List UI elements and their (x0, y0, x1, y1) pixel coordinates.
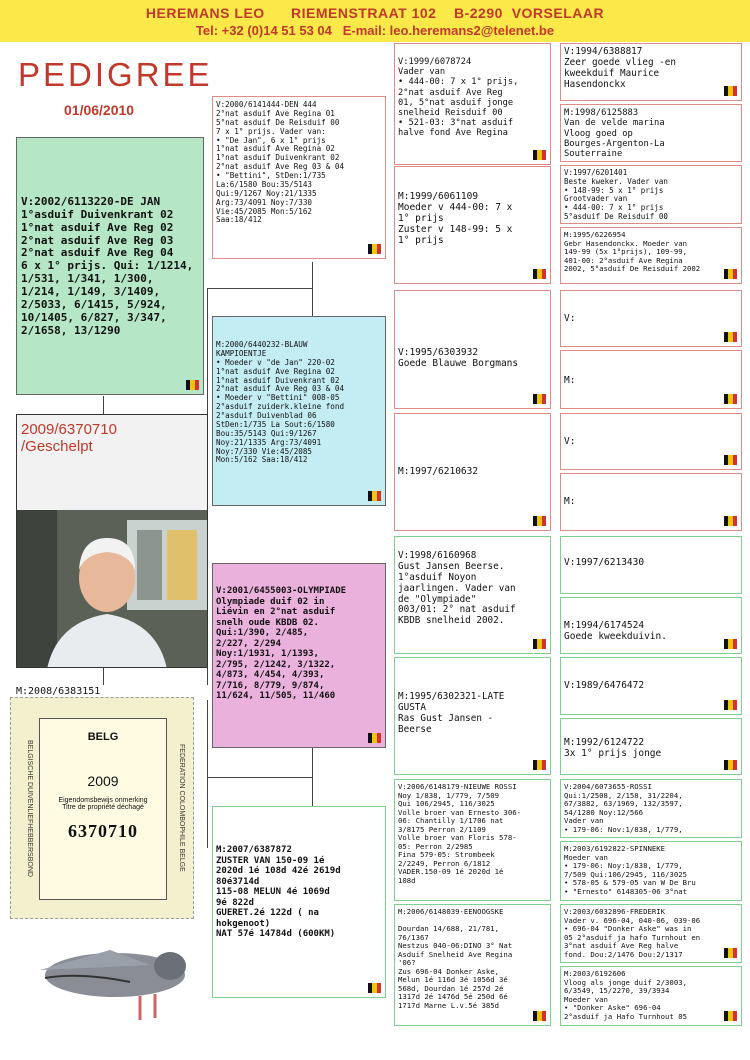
g4-card-16[interactable] (560, 966, 742, 1026)
g4-card-15[interactable] (560, 904, 742, 963)
belgian-flag-icon (533, 516, 546, 526)
grandsire-paternal-text: V:2000/6141444-DEN 444 2°nat asduif Ave Regina 01 5°nat asduif De Reisduif 00 7 x 1° prijs. Vader van: • "De Jan", 6 x 1° prijs 1°nat asduif Ave Regina 02 1°nat asduif Duivenkrant 02 2°nat asduif Ave Reg 03 & 04 • "Bettini", StDen:1/735 La:6/1580 Bou:35/5143 Qui:9/1267 Noy:21/1335 Arg:73/4091 Noy:7/330 Vie:45/2085 Mon:5/162 Saa:18/412 (216, 100, 345, 225)
page-title: PEDIGREE (18, 56, 213, 93)
belgian-flag-icon (724, 760, 737, 770)
granddam-paternal-card[interactable] (212, 316, 386, 506)
g4-card-13[interactable] (560, 779, 742, 838)
g3-card-3[interactable] (394, 290, 551, 409)
g4-text-1: V:1994/6388817 Zeer goede vlieg -en kweekduif Maurice Hasendonckx (564, 46, 676, 90)
g4-text-5: V: (564, 313, 576, 324)
granddam-maternal-card[interactable] (212, 806, 386, 998)
dam-text: M:2008/6383151 (16, 686, 101, 697)
g4-text-14: M:2003/6192822-SPINNEKE Moeder van • 179-06: Noy:1/838, 1/779, 7/509 Qui:106/2945, 116/3025 • 578-05 & 579-05 van W De Bru • "Ernesto" 6148305-06 3°nat (564, 844, 696, 896)
g3-card-5[interactable] (394, 536, 551, 654)
g4-text-4: M:1995/6226954 Gebr Hasendonckx. Moeder van 149-99 (5x 1°prijs), 109-99, 401-00: 2°asduif Ave Regina 2002, 5°asduif De Reisduif 2002 (564, 230, 701, 274)
belgian-flag-icon (533, 150, 546, 160)
belgian-flag-icon (533, 1011, 546, 1021)
ring-right-text: FEDERATION COLOMBOPHILE BELGE (178, 744, 185, 872)
g4-text-6: M: (564, 375, 576, 386)
pigeon-photo-card (16, 414, 208, 668)
connector (312, 262, 313, 316)
g3-card-1[interactable] (394, 43, 551, 165)
g4-card-1[interactable] (560, 43, 742, 101)
belgian-flag-icon (533, 639, 546, 649)
belgian-flag-icon (368, 244, 381, 254)
pedigree-date: 01/06/2010 (64, 102, 135, 118)
g3-text-6: M:1995/6302321-LATE GUSTA Ras Gust Jansen - Beerse (398, 691, 505, 735)
ring-country: BELG (87, 731, 119, 743)
belgian-flag-icon (368, 983, 381, 993)
sire-card[interactable] (16, 137, 204, 395)
belgian-flag-icon (724, 639, 737, 649)
g4-card-3[interactable] (560, 165, 742, 224)
header-banner (0, 0, 750, 42)
g4-text-7: V: (564, 436, 576, 447)
g4-text-13: V:2004/6073655-ROSSI Qui:1/2508, 2/158, 31/2204, 67/3882, 63/1969, 132/3597, 54/1280 Noy:12/566 Vader van • 179-06: Nov:1/838, 1/779, (564, 782, 683, 834)
g4-card-7[interactable] (560, 413, 742, 470)
connector (312, 748, 313, 806)
belgian-flag-icon (186, 380, 199, 390)
g3-text-3: V:1995/6303932 Goede Blauwe Borgmans (398, 347, 519, 370)
g4-card-4[interactable] (560, 227, 742, 284)
belgian-flag-icon (533, 269, 546, 279)
belgian-flag-icon (368, 491, 381, 501)
g3-card-4[interactable] (394, 413, 551, 531)
g4-text-11: V:1989/6476472 (564, 680, 645, 691)
g4-card-14[interactable] (560, 841, 742, 901)
g4-card-12[interactable] (560, 718, 742, 775)
g4-text-10: M:1994/6174524 Goede kweekduivin. (564, 620, 667, 643)
ring-card (10, 697, 194, 919)
connector (103, 396, 104, 414)
grandsire-paternal-card[interactable] (212, 96, 386, 259)
g3-text-5: V:1998/6160968 Gust Jansen Beerse. 1°asduif Noyon jaarlingen. Vader van de "Olympiade" 003/01: 2° nat asduif KBDB snelheid 2002. (398, 550, 516, 627)
belgian-flag-icon (724, 394, 737, 404)
g4-card-10[interactable] (560, 597, 742, 654)
g3-card-6[interactable] (394, 657, 551, 775)
belgian-flag-icon (724, 1011, 737, 1021)
g4-card-2[interactable] (560, 104, 742, 162)
g4-card-5[interactable] (560, 290, 742, 347)
g4-card-6[interactable] (560, 350, 742, 409)
belgian-flag-icon (368, 733, 381, 743)
ring-year: 2009 (87, 773, 119, 789)
g4-text-9: V:1997/6213430 (564, 557, 645, 568)
g4-text-3: V:1997/6201401 Beste kweker. Vader van • 148-99: 5 x 1° prijs Grootvader van • 444-00: 7 x 1° prijs 5°asduif De Reisduif 00 (564, 168, 668, 221)
ring-left-text: BELGISCHE DUIVENLIEFHEBBERSBOND (26, 739, 33, 877)
ring-ownership-note: Eigendomsbewijs onmerking Titre de propriété déchagé (58, 797, 148, 811)
belgian-flag-icon (533, 760, 546, 770)
grandsire-maternal-card[interactable] (212, 563, 386, 748)
belgian-flag-icon (724, 269, 737, 279)
connector (207, 288, 312, 289)
g4-text-15: V:2003/6032896-FREDERIK Vader v. 696-04, 040-06, 039-06 • 696-04 "Donker Aske" was in 05 2°asduif ja hafo Turnhout en 3°nat asduif Ave Reg halve fond. Dou:2/1476 Dou:2/1317 (564, 907, 701, 959)
g4-text-2: M:1998/6125883 Van de velde marina Vloog goed op Bourges-Argenton-La Souterraine (564, 108, 665, 160)
granddam-maternal-text: M:2007/6387872 ZUSTER VAN 150-09 1é 2020d 1é 108d 42é 2619d 80é3714d 115-08 MELUN 4é 1069d 9é 822d GUERET.2é 122d ( na hokgenoot) NAT 57é 14784d (600KM) (216, 845, 341, 940)
belgian-flag-icon (724, 516, 737, 526)
g3-card-2[interactable] (394, 166, 551, 284)
belgian-flag-icon (533, 394, 546, 404)
granddam-paternal-text: M:2000/6440232-BLAUW KAMPIOENTJE • Moeder v "de Jan" 220-02 1°nat asduif Ave Regina 02 1°nat asduif Duivenkrant 02 2°nat asduif Ave Reg 03 & 04 • Moeder v "Bettini" 008-05 2°asduif zuiderk.kleine fond 2°asduif Duivenblad 06 StDen:1/735 La Sout:6/1580 Bou:35/5143 Qui:9/1267 Noy:21/1335 Arg:73/4091 Noy:7/330 Vie:45/2085 Mon:5/162 Saa:18/412 (216, 340, 345, 465)
connector (207, 777, 312, 778)
g3-text-1: V:1999/6078724 Vader van • 444-00: 7 x 1° prijs, 2°nat asduif Ave Reg 01, 5°nat asduif jonge snelheid Reisduif 00 • 521-03: 3°nat asduif halve fond Ave Regina (398, 57, 519, 139)
pigeon-image (20, 930, 190, 1030)
g4-text-12: M:1992/6124722 3x 1° prijs jonge (564, 737, 662, 760)
ring-band (39, 718, 167, 900)
g4-card-8[interactable] (560, 473, 742, 531)
owner-photo (17, 510, 207, 668)
sire-text: V:2002/6113220-DE JAN 1°asduif Duivenkrant 02 1°nat asduif Ave Reg 02 2°nat asduif Ave Reg 03 2°nat asduif Ave Reg 04 6 x 1° prijs. Qui: 1/1214, 1/531, 1/341, 1/300, 1/214, 1/149, 3/1409, 2/5033, 6/1415, 5/924, 10/1405, 6/827, 3/347, 2/1658, 13/1290 (21, 195, 194, 337)
owner-contact: Tel: +32 (0)14 51 53 04 E-mail: leo.heremans2@telenet.be (195, 23, 555, 38)
belgian-flag-icon (724, 332, 737, 342)
g4-card-9[interactable] (560, 536, 742, 594)
owner-address: HEREMANS LEO RIEMENSTRAAT 102 B-2290 VORSELAAR (145, 5, 605, 21)
belgian-flag-icon (724, 948, 737, 958)
grandsire-maternal-text: V:2001/6455003-OLYMPIADE Olympiade duif 02 in Liévin en 2°nat asduif snelh oude KBDB 02. Qui:1/390, 2/485, 2/227, 2/294 Noy:1/1931, 1/1393, 2/795, 2/1242, 3/1322, 4/873, 4/454, 4/393, 7/716, 8/779, 9/874, 11/624, 11/505, 11/460 (216, 586, 347, 702)
g3-text-8: M:2006/6148039-EENOOGSKE Dourdan 14/688, 21/781, 76/1367 Nestzus 040-06:DINO 3° Nat Asduif Snelheid Ave Regina '06? Zus 696-04 Donker Aske, Melun 1é 116d 3é 1056d 3é 568d, Dourdan 1é 257d 2é 1317d 2é 1476d 5é 250d 6é 1717d Marne L.v.5é 385d (398, 907, 513, 1010)
g3-text-2: M:1999/6061109 Moeder v 444-00: 7 x 1° prijs Zuster v 148-99: 5 x 1° prijs (398, 191, 513, 247)
g3-text-4: M:1997/6210632 (398, 466, 479, 477)
g4-text-16: M:2003/6192606 Vloog als jonge duif 2/3003, 6/3549, 15/2270, 39/3934 Moeder van • "Donker Aske" 696-04 2°asduif ja Hafo Turnhout 05 (564, 969, 688, 1021)
connector (103, 668, 104, 686)
g4-text-8: M: (564, 496, 576, 507)
belgian-flag-icon (724, 700, 737, 710)
pigeon-ring-caption: 2009/6370710 /Geschelpt (17, 415, 207, 510)
g3-card-7[interactable] (394, 779, 551, 901)
g4-card-11[interactable] (560, 657, 742, 715)
ring-number: 6370710 (68, 821, 138, 841)
g3-card-8[interactable] (394, 904, 551, 1026)
g3-text-7: V:2006/6148179-NIEUWE ROSSI Noy 1/838, 1/779, 7/509 Qui 106/2945, 116/3025 Volle broer van Ernesto 306- 06: Chantilly 1/1706 nat 3/8175 Perron 2/1109 Volle broer van Floris 578- 05: Perron 2/2985 Fina 579-05: Strombeek 2/2249, Perron 6/1812 VADER.150-09 1é 2020d 1é 108d (398, 782, 522, 885)
belgian-flag-icon (724, 86, 737, 96)
belgian-flag-icon (724, 455, 737, 465)
